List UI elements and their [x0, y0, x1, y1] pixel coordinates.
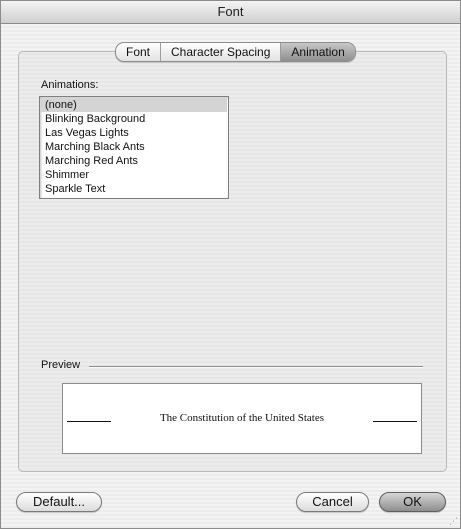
preview-divider [89, 366, 423, 368]
window-title: Font [1, 1, 460, 24]
tab-bar [115, 42, 356, 62]
animation-option-sparkle-text[interactable]: Sparkle Text [45, 183, 106, 195]
animation-option-none[interactable]: (none) [41, 98, 227, 112]
animation-option-blinking-background[interactable]: Blinking Background [45, 113, 146, 125]
tab-animation[interactable]: Animation [281, 43, 354, 61]
preview-box [62, 383, 422, 454]
animation-option-shimmer[interactable]: Shimmer [45, 169, 90, 181]
animation-option-las-vegas-lights[interactable]: Las Vegas Lights [45, 127, 129, 139]
animations-label: Animations: [41, 79, 99, 91]
animations-listbox[interactable] [39, 96, 229, 199]
tab-character-spacing[interactable]: Character Spacing [161, 43, 281, 61]
animation-option-marching-red-ants[interactable]: Marching Red Ants [45, 155, 138, 167]
cancel-button[interactable]: Cancel [296, 492, 369, 512]
resize-grip-icon[interactable]: ⋰ [449, 516, 458, 526]
preview-line-right [373, 421, 417, 422]
ok-button[interactable]: OK [379, 492, 446, 512]
preview-sample-text: The Constitution of the United States [159, 412, 325, 424]
tab-font[interactable]: Font [116, 43, 161, 61]
preview-label: Preview [41, 359, 81, 371]
animation-option-marching-black-ants[interactable]: Marching Black Ants [45, 141, 145, 153]
default-button[interactable]: Default... [16, 492, 102, 512]
